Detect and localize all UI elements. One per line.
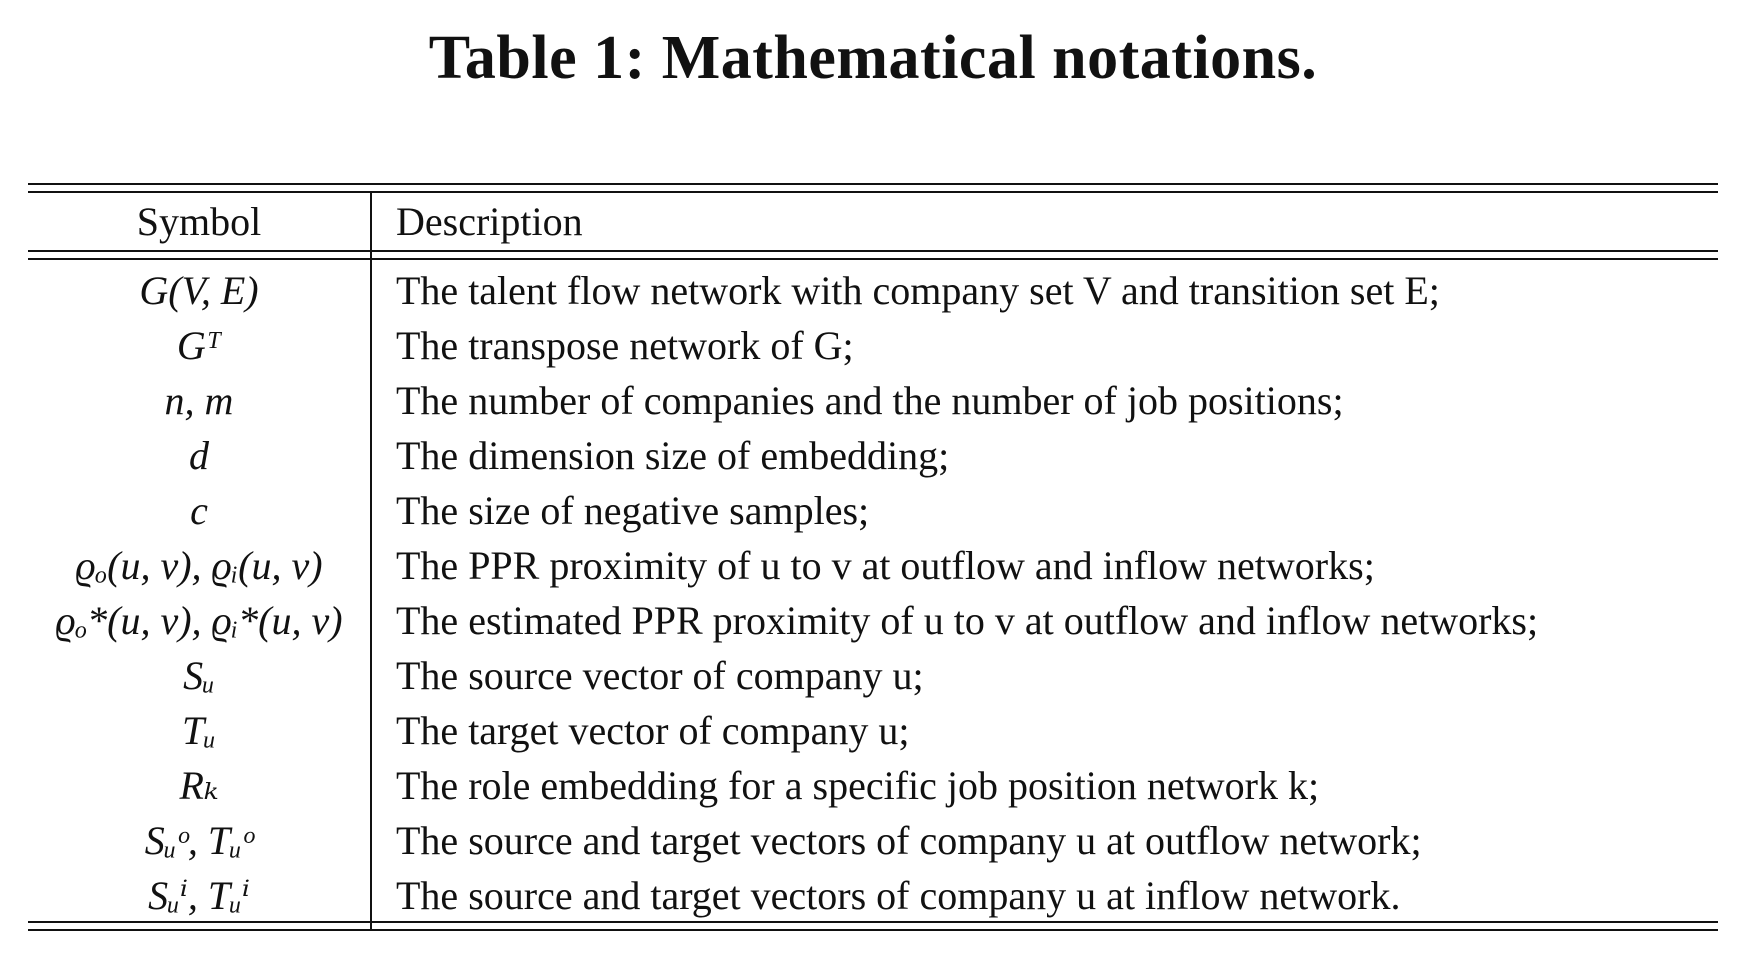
column-divider — [370, 193, 372, 931]
symbol-cell: ϱₒ*(u, v), ϱᵢ*(u, v) — [55, 598, 343, 643]
table-row — [28, 318, 1718, 373]
table-row — [28, 648, 1718, 703]
description-cell: The role embedding for a specific job position network k; — [396, 763, 1320, 808]
table-row — [28, 813, 1718, 868]
description-cell: The PPR proximity of u to v at outflow and inflow networks; — [396, 543, 1375, 588]
symbol-cell: Gᵀ — [176, 323, 222, 368]
symbol-cell: d — [189, 433, 209, 478]
table-row — [28, 428, 1718, 483]
description-cell: The size of negative samples; — [396, 488, 870, 533]
symbol-cell: ϱₒ(u, v), ϱᵢ(u, v) — [75, 543, 323, 588]
top-rule-inner — [28, 191, 1718, 193]
header-description: Description — [396, 199, 583, 244]
description-cell: The target vector of company u; — [396, 708, 910, 753]
table-row — [28, 483, 1718, 538]
table-caption: Table 1: Mathematical notations. — [428, 24, 1318, 92]
description-cell: The number of companies and the number of job positions; — [396, 378, 1344, 423]
table-row — [28, 373, 1718, 428]
table-row — [28, 538, 1718, 593]
symbol-cell: Tᵤ — [182, 708, 216, 753]
symbol-cell: n, m — [164, 378, 234, 423]
bottom-rule-outer — [28, 929, 1718, 931]
description-cell: The estimated PPR proximity of u to v at outflow and inflow networks; — [396, 598, 1539, 643]
symbol-cell: Sᵤᵒ, Tᵤᵒ — [144, 818, 254, 863]
top-rule — [28, 183, 1718, 185]
table-row — [28, 263, 1718, 318]
description-cell: The source vector of company u; — [396, 653, 924, 698]
header-rule — [28, 250, 1718, 252]
header-symbol: Symbol — [136, 199, 262, 244]
symbol-cell: G(V, E) — [139, 268, 259, 313]
table-header-row — [28, 194, 1718, 249]
description-cell: The source and target vectors of company u at outflow network; — [396, 818, 1422, 863]
table-row — [28, 703, 1718, 758]
symbol-cell: Sᵤⁱ, Tᵤⁱ — [148, 873, 250, 918]
description-cell: The dimension size of embedding; — [396, 433, 950, 478]
symbol-cell: c — [190, 488, 208, 533]
table-row — [28, 593, 1718, 648]
description-cell: The source and target vectors of company u at inflow network. — [396, 873, 1401, 918]
symbol-cell: Sᵤ — [183, 653, 215, 698]
description-cell: The talent flow network with company set V and transition set E; — [396, 268, 1440, 313]
bottom-rule — [28, 921, 1718, 923]
table-row — [28, 758, 1718, 813]
table-row — [28, 868, 1718, 923]
description-cell: The transpose network of G; — [396, 323, 854, 368]
header-rule-inner — [28, 258, 1718, 260]
symbol-cell: Rₖ — [179, 763, 219, 808]
